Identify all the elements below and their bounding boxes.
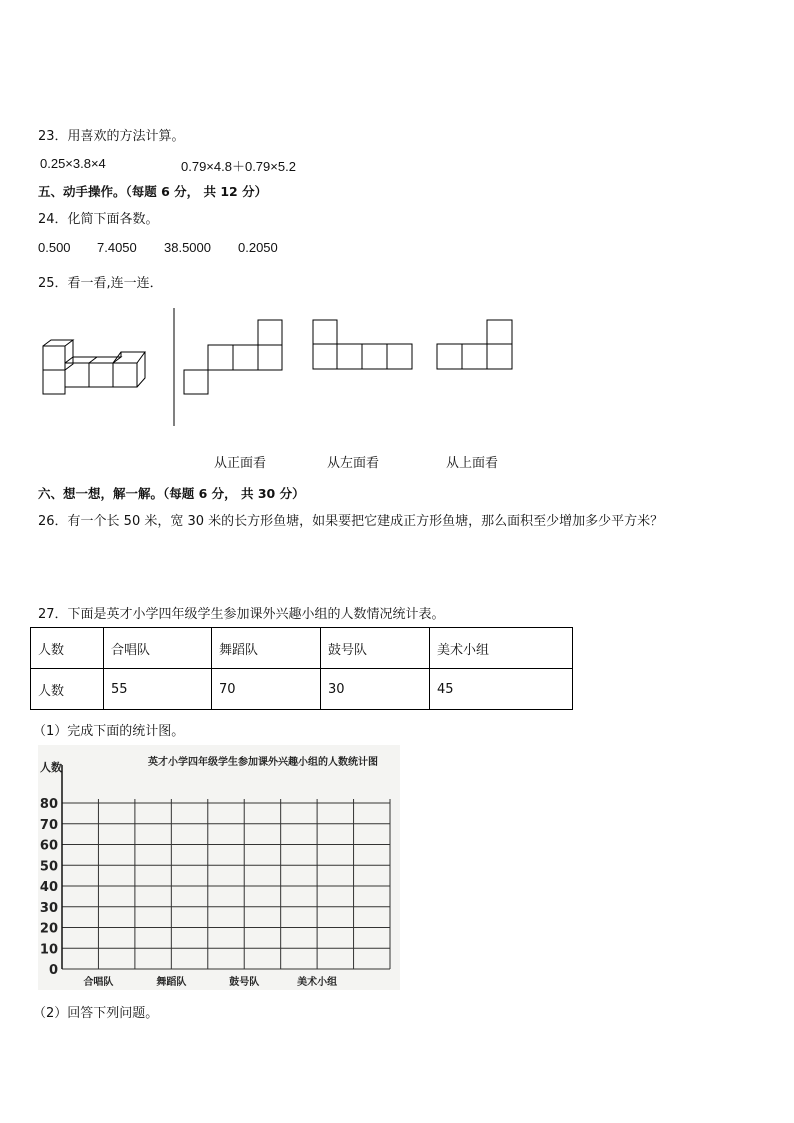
view-option-2 — [313, 320, 412, 369]
bar-chart — [38, 745, 400, 990]
table-cell: 美术小组 — [430, 628, 573, 669]
table-row — [31, 669, 573, 710]
table-cell: 人数 — [31, 628, 104, 669]
table-row — [31, 628, 573, 669]
y-axis-label: 人数 — [40, 761, 62, 774]
q26-title: 26．有一个长 50 米，宽 30 米的长方形鱼塘，如果要把它建成正方形鱼塘，那么面积至少增加多少平方米？ — [38, 514, 664, 529]
x-tick-label: 美术小组 — [297, 977, 338, 988]
y-tick-label: 60 — [39, 838, 58, 854]
q25-title: 25．看一看,连一连． — [38, 276, 163, 291]
table-cell: 鼓号队 — [321, 628, 430, 669]
view-label-top: 从上面看 — [446, 456, 499, 471]
y-tick-label: 70 — [39, 817, 58, 833]
q23-expression-2: 0.79×4.8＋0.79×5.2 — [181, 159, 296, 174]
view-option-1 — [184, 320, 282, 394]
chart-title: 英才小学四年级学生参加课外兴趣小组的人数统计图 — [148, 757, 378, 768]
view-option-3 — [437, 320, 512, 369]
y-tick-label: 20 — [39, 921, 58, 937]
q27-title: 27．下面是英才小学四年级学生参加课外兴趣小组的人数情况统计表。 — [38, 607, 445, 622]
q24-number-1: 0.500 — [38, 240, 71, 255]
table-cell: 45 — [430, 669, 573, 710]
y-tick-labels — [40, 797, 58, 978]
cube-solid-drawing — [43, 340, 145, 394]
y-tick-label: 50 — [39, 859, 58, 875]
table-cell: 合唱队 — [104, 628, 212, 669]
chart-background — [38, 745, 400, 990]
section-6-heading: 六、想一想，解一解。（每题 6 分， 共 30 分） — [38, 486, 305, 501]
y-tick-label: 10 — [39, 942, 58, 958]
y-tick-label: 40 — [39, 880, 58, 895]
table-cell: 55 — [104, 669, 212, 710]
statistics-table — [30, 627, 573, 710]
q24-number-4: 0.2050 — [238, 240, 278, 255]
view-label-front: 从正面看 — [214, 456, 267, 471]
y-tick-label: 80 — [39, 797, 58, 812]
view-label-left: 从左面看 — [327, 456, 380, 471]
q24-title: 24．化简下面各数。 — [38, 212, 159, 227]
q24-number-3: 38.5000 — [164, 240, 211, 255]
y-tick-label: 30 — [39, 900, 58, 916]
q27-part-2: （2）回答下列问题。 — [33, 1006, 159, 1021]
q23-title: 23．用喜欢的方法计算。 — [38, 129, 185, 144]
table-cell: 舞蹈队 — [212, 628, 321, 669]
x-tick-label: 鼓号队 — [229, 977, 260, 988]
q23-expression-1: 0.25×3.8×4 — [40, 156, 106, 171]
table-cell: 人数 — [31, 669, 104, 710]
table-cell: 70 — [212, 669, 321, 710]
q25-figure — [0, 300, 560, 435]
x-tick-label: 舞蹈队 — [156, 977, 187, 988]
table-cell: 30 — [321, 669, 430, 710]
q24-number-2: 7.4050 — [97, 240, 137, 255]
section-5-heading: 五、动手操作。（每题 6 分， 共 12 分） — [38, 184, 268, 199]
y-tick-label: 0 — [48, 963, 58, 978]
x-tick-label: 合唱队 — [83, 977, 114, 988]
q27-part-1: （1）完成下面的统计图。 — [33, 724, 185, 739]
